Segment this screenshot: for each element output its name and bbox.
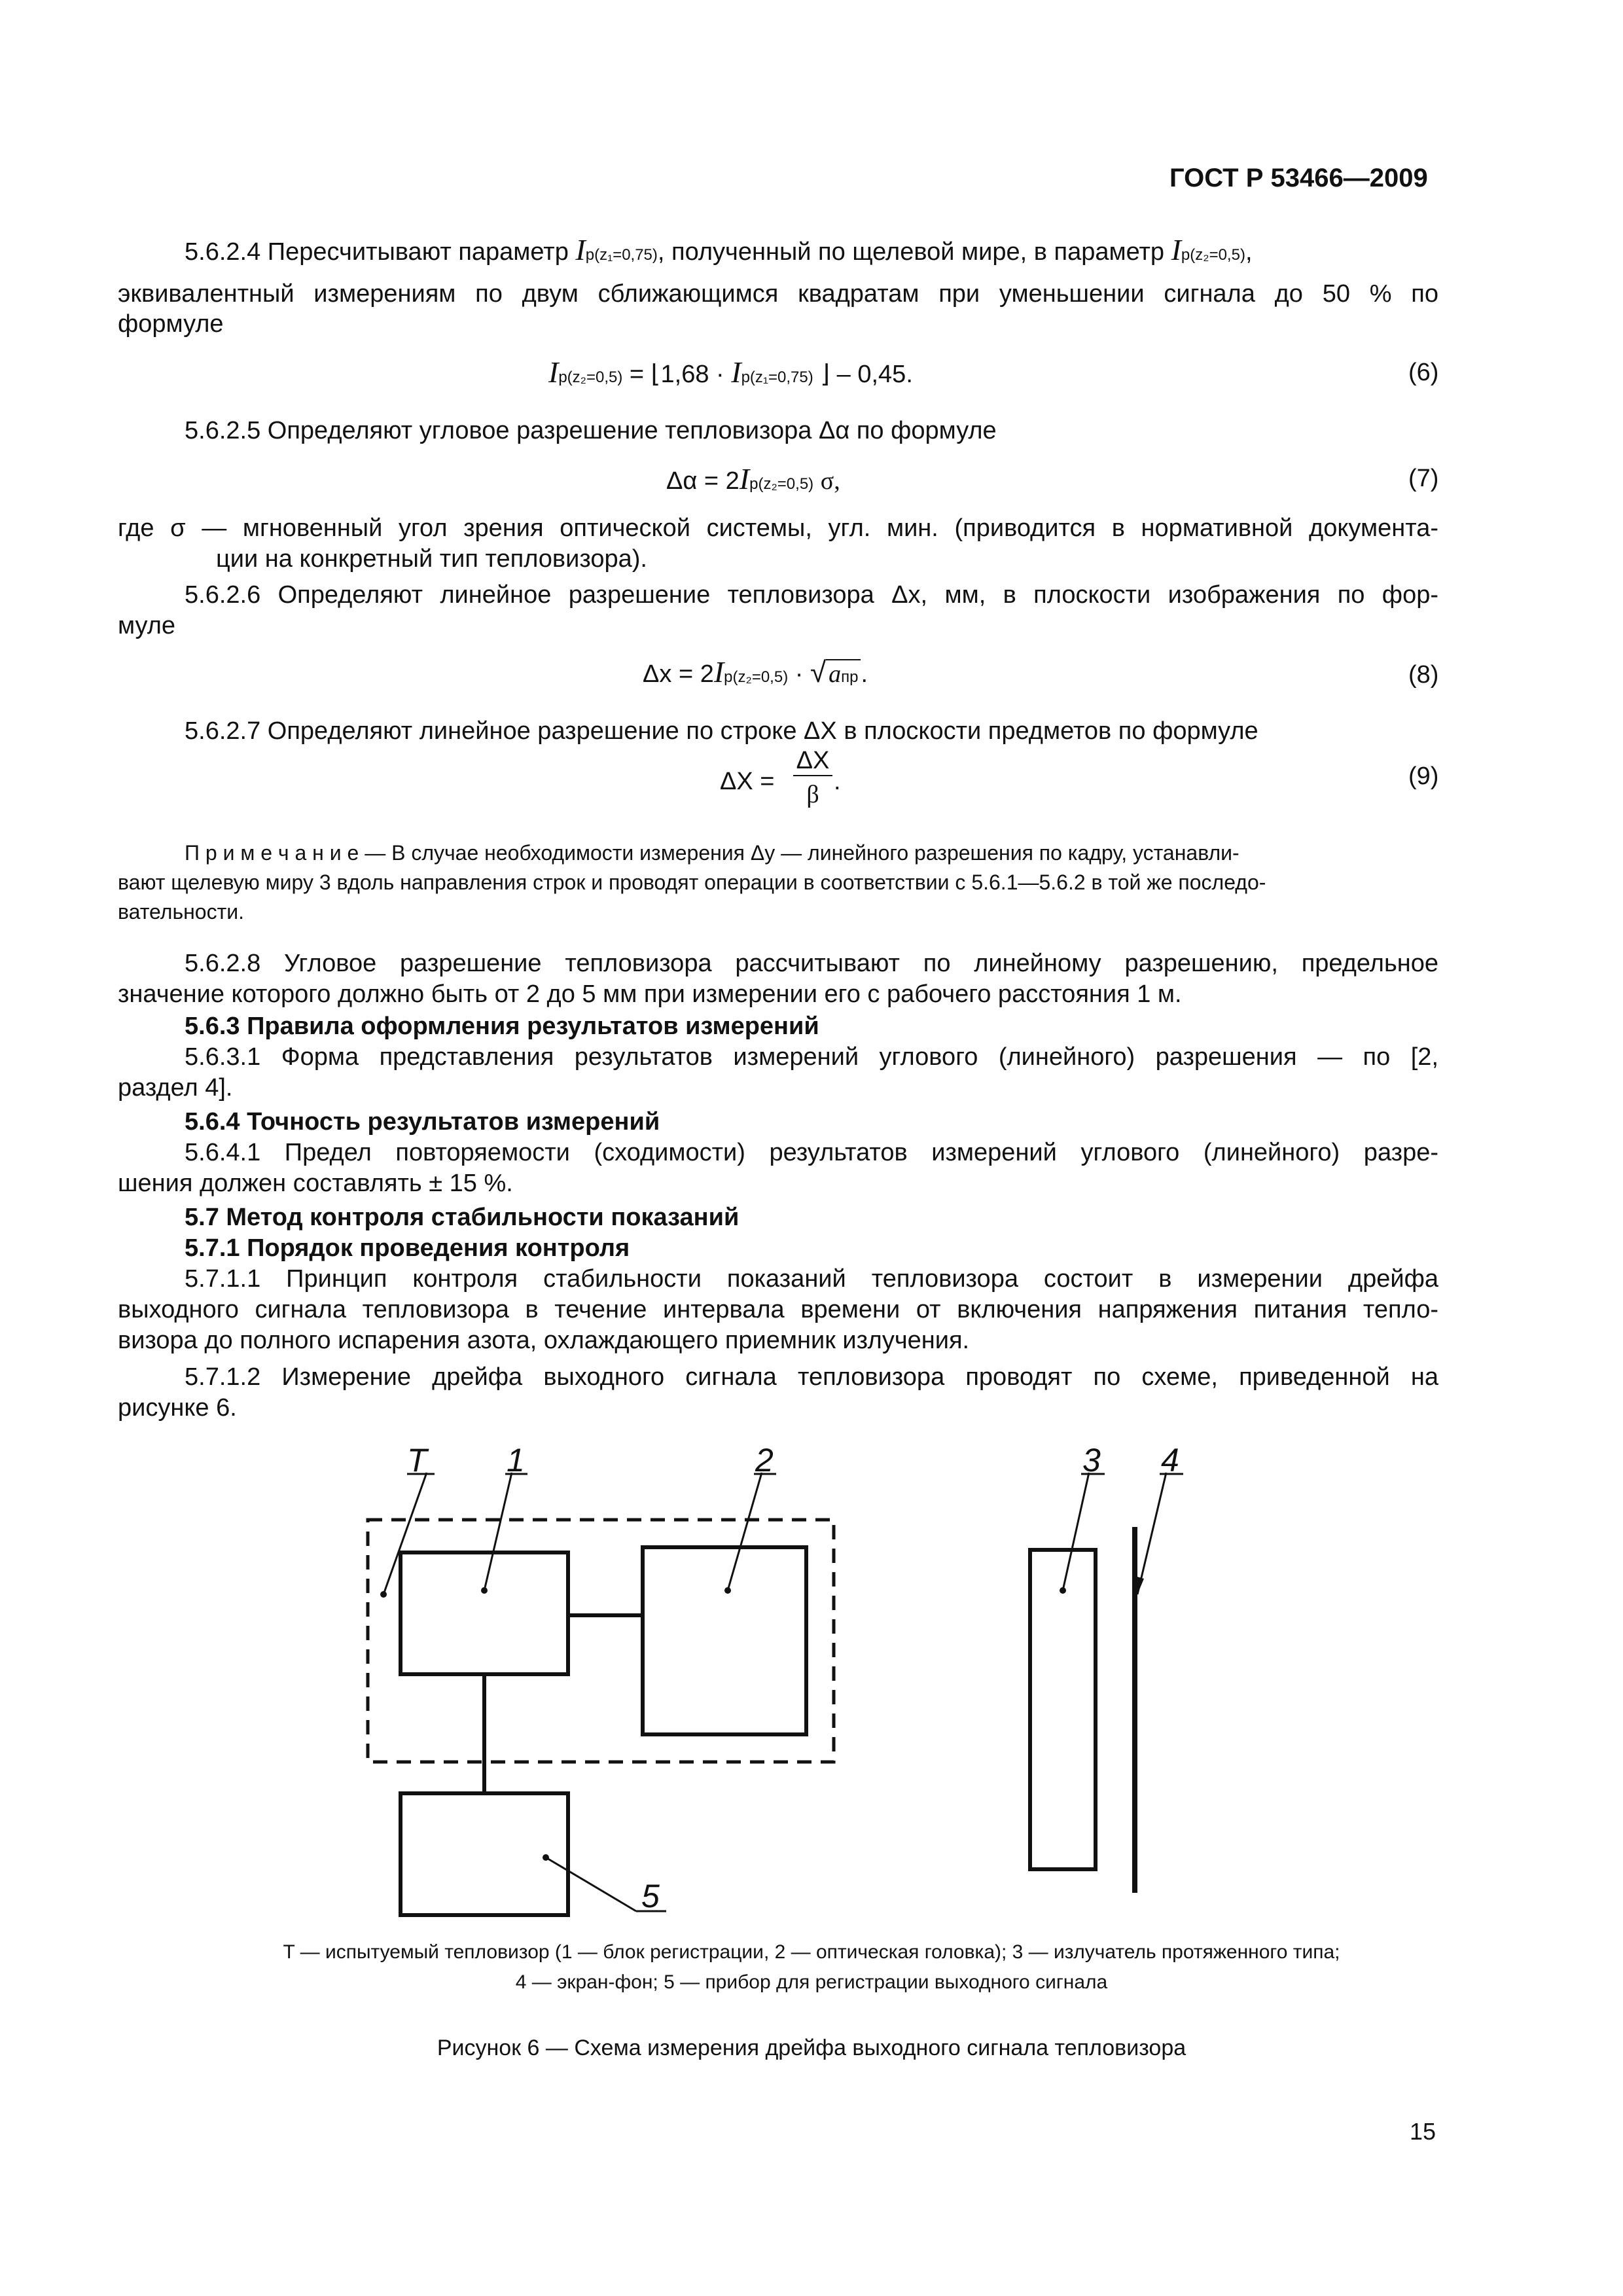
leader-2-dot <box>724 1587 731 1594</box>
para-5624-line2: эквивалентный измерениям по двум сближающимся квадратам при уменьшении сигнала до 50 % по <box>118 280 1438 308</box>
leader-3-dot <box>1060 1587 1066 1594</box>
para-5631-line1: 5.6.3.1 Форма представления результатов измерений углового (линейного) разрешения — по [2, <box>185 1043 1438 1071</box>
heading-57: 5.7 Метод контроля стабильности показаний <box>185 1204 740 1231</box>
leader-2 <box>728 1473 762 1590</box>
equation-6: Ip(z₂=0,5) = ⌊1,68 · Ip(z₁=0,75) ⌋ – 0,45. <box>548 355 913 389</box>
leader-1 <box>484 1473 512 1590</box>
equation-9-denominator: β <box>806 781 819 808</box>
param-symbol-2: I <box>1171 233 1181 266</box>
sqrt-radicand: aпр <box>826 659 861 688</box>
note-line3: вательности. <box>118 900 244 924</box>
block-1-registration <box>401 1552 568 1674</box>
param-subscript-2: p(z₂=0,5) <box>1181 246 1245 264</box>
leader-5 <box>546 1857 636 1911</box>
para-5625: 5.6.2.5 Определяют угловое разрешение тепловизора Δα по формуле <box>185 417 997 444</box>
note-line2: вают щелевую миру 3 вдоль направления строк и проводят операции в соответствии с 5.6.1—5.6.2 в той же последо- <box>118 870 1266 894</box>
figure-label-T: T <box>407 1442 427 1479</box>
leader-1-dot <box>481 1587 488 1594</box>
figure-label-3: 3 <box>1082 1442 1101 1479</box>
figure-legend-line1: T — испытуемый тепловизор (1 — блок регистрации, 2 — оптическая головка); 3 — излучатель протяженного типа; <box>283 1941 1340 1963</box>
param-symbol: I <box>575 233 586 266</box>
equation-9-left: ΔX = <box>720 768 775 795</box>
equation-7: Δα = 2Ip(z₂=0,5) σ, <box>666 462 840 495</box>
page-number: 15 <box>1410 2118 1436 2145</box>
figure-label-4: 4 <box>1161 1442 1179 1479</box>
figure-label-5: 5 <box>641 1878 660 1914</box>
heading-571: 5.7.1 Порядок проведения контроля <box>185 1234 630 1262</box>
para-5641-line1: 5.6.4.1 Предел повторяемости (сходимости) результатов измерений углового (линейного) разре- <box>185 1139 1438 1166</box>
block-5-recorder <box>401 1793 568 1915</box>
param-subscript: p(z₁=0,75) <box>585 246 658 264</box>
leader-4 <box>1137 1473 1166 1594</box>
figure-label-1: 1 <box>507 1442 525 1479</box>
figure-label-2: 2 <box>755 1442 774 1479</box>
standard-header: ГОСТ Р 53466—2009 <box>1169 164 1428 192</box>
para-5628-line1: 5.6.2.8 Угловое разрешение тепловизора рассчитывают по линейному разрешению, предельное <box>185 950 1438 977</box>
equation-7-number: (7) <box>1408 465 1439 492</box>
para-5711-line1: 5.7.1.1 Принцип контроля стабильности показаний тепловизора состоит в измерении дрейфа <box>185 1265 1438 1293</box>
note-line1: П р и м е ч а н и е — В случае необходимости измерения Δy — линейного разрешения по кадру, устанавли- <box>185 841 1240 865</box>
equation-9-number: (9) <box>1408 762 1439 790</box>
equation-6-number: (6) <box>1408 359 1439 386</box>
where-sigma-line1: где σ — мгновенный угол зрения оптической системы, угл. мин. (приводится в нормативной документа- <box>118 514 1438 542</box>
para-5624-text2: , полученный по щелевой мире, в параметр <box>657 238 1165 266</box>
heading-563: 5.6.3 Правила оформления результатов измерений <box>185 1013 819 1040</box>
block-2-optical-head <box>643 1547 806 1734</box>
figure-legend-line2: 4 — экран-фон; 5 — прибор для регистрации выходного сигнала <box>515 1971 1108 1993</box>
para-5624-line3: формуле <box>118 310 224 338</box>
para-5626-line1: 5.6.2.6 Определяют линейное разрешение тепловизора Δx, мм, в плоскости изображения по фор- <box>185 581 1438 609</box>
para-5626-line2: муле <box>118 612 176 639</box>
para-5712-line2: рисунке 6. <box>118 1394 237 1422</box>
para-5712-line1: 5.7.1.2 Измерение дрейфа выходного сигнала тепловизора проводят по схеме, приведенной на <box>185 1363 1438 1391</box>
equation-8-number: (8) <box>1408 661 1439 689</box>
equation-9-tail: . <box>834 768 841 795</box>
sqrt-sign: √ <box>810 656 827 689</box>
para-5631-line2: раздел 4]. <box>118 1074 233 1102</box>
para-5641-line2: шения должен составлять ± 15 %. <box>118 1170 513 1197</box>
para-5624-lead: 5.6.2.4 Пересчитывают параметр Ip(z₁=0,75), полученный по щелевой мире, в параметр Ip(z₂=0,5), <box>185 233 1253 266</box>
emitter-3 <box>1030 1550 1096 1869</box>
para-5628-line2: значение которого должно быть от 2 до 5 мм при измерении его с рабочего расстояния 1 м. <box>118 980 1182 1008</box>
equation-8: Δx = 2Ip(z₂=0,5) · √ aпр . <box>643 655 868 689</box>
heading-564: 5.6.4 Точность результатов измерений <box>185 1108 660 1136</box>
leader-T-dot <box>380 1591 387 1598</box>
para-5711-line3: визора до полного испарения азота, охлаждающего приемник излучения. <box>118 1327 970 1354</box>
para-5711-line2: выходного сигнала тепловизора в течение интервала времени от включения напряжения питания тепло- <box>118 1296 1438 1323</box>
leader-3 <box>1063 1473 1089 1590</box>
leader-T <box>383 1473 427 1594</box>
figure-caption: Рисунок 6 — Схема измерения дрейфа выходного сигнала тепловизора <box>437 2036 1186 2060</box>
equation-9-numerator: ΔX <box>793 746 832 776</box>
para-5627: 5.6.2.7 Определяют линейное разрешение по строке ΔX в плоскости предметов по формуле <box>185 717 1258 745</box>
where-sigma-line2: ции на конкретный тип тепловизора). <box>216 545 647 573</box>
para-5624-text1: 5.6.2.4 Пересчитывают параметр <box>185 238 569 266</box>
leader-5-dot <box>543 1854 549 1861</box>
thermal-imager-boundary <box>368 1520 834 1762</box>
